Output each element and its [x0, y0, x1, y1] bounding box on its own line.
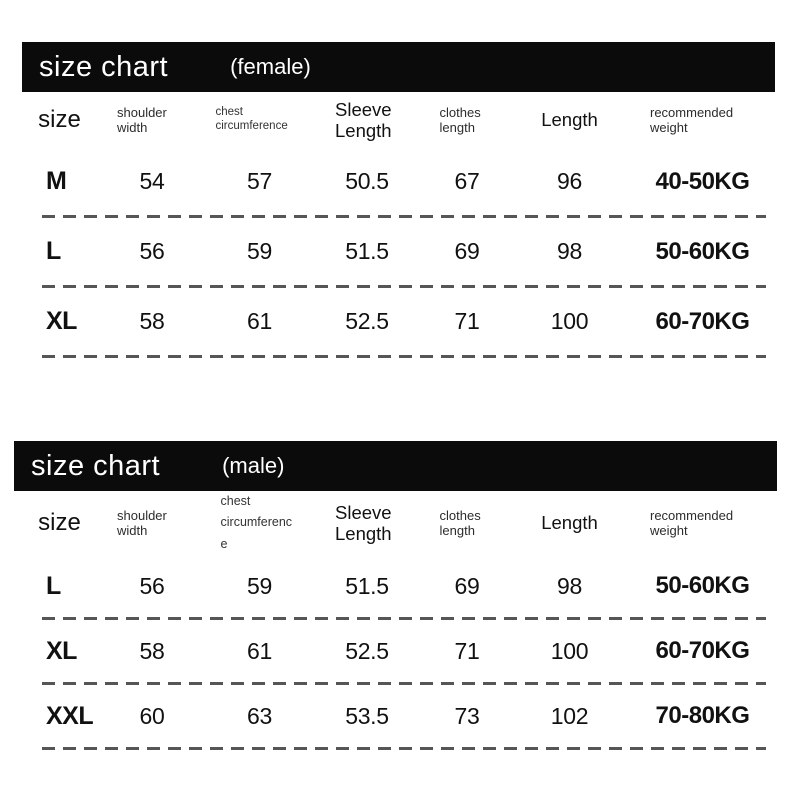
male-title-bar [14, 441, 777, 491]
sleeve-length-cell: 52.5 [345, 637, 389, 664]
length-cell: 98 [557, 238, 582, 264]
size-cell: XL [46, 636, 77, 665]
male-size-table [22, 491, 778, 750]
chest-circumference-cell: 57 [247, 168, 272, 194]
sleeve-length-cell: 50.5 [345, 168, 389, 194]
column-header-shoulder-width: shoulder width [117, 104, 167, 135]
recommended-weight-cell: 50-60KG [655, 237, 750, 265]
column-header-chest-circumference: chest circumference [220, 494, 293, 551]
clothes-length-cell: 71 [454, 637, 480, 664]
recommended-weight-cell: 50-60KG [655, 572, 750, 599]
column-header-clothes-length: clothes length [439, 507, 481, 538]
recommended-weight-cell: 40-50KG [655, 167, 750, 195]
sleeve-length-cell: 51.5 [345, 572, 389, 599]
size-cell: M [46, 167, 67, 195]
shoulder-width-cell: 56 [139, 572, 165, 599]
clothes-length-cell: 69 [454, 572, 480, 599]
column-header-sleeve-length: Sleeve Length [335, 501, 392, 544]
shoulder-width-cell: 54 [139, 168, 165, 194]
column-header-clothes-length: clothes length [439, 104, 481, 135]
length-cell: 98 [557, 572, 582, 599]
male-chart-subtitle: (male) [222, 453, 285, 478]
female-title-bar [22, 42, 775, 92]
female-size-table [22, 92, 778, 358]
column-header-shoulder-width: shoulder width [117, 507, 167, 538]
column-header-chest-circumference: chest circumference [215, 106, 288, 132]
sleeve-length-cell: 52.5 [345, 308, 389, 334]
clothes-length-cell: 73 [454, 702, 480, 729]
length-cell: 100 [550, 308, 589, 334]
female-size-chart-section [0, 0, 800, 358]
column-header-sleeve-length: Sleeve Length [335, 98, 392, 141]
row-separator [42, 747, 766, 750]
male-chart-title: size chart [31, 449, 161, 482]
shoulder-width-cell: 56 [139, 238, 165, 264]
chest-circumference-cell: 59 [247, 572, 272, 599]
chest-circumference-cell: 61 [247, 308, 272, 334]
shoulder-width-cell: 58 [139, 308, 165, 334]
length-cell: 100 [550, 637, 589, 664]
female-chart-subtitle: (female) [230, 54, 311, 79]
clothes-length-cell: 69 [454, 238, 480, 264]
sleeve-length-cell: 51.5 [345, 238, 389, 264]
column-header-recommended-weight: recommended weight [650, 507, 734, 538]
column-header-length: Length [541, 512, 598, 534]
column-header-length: Length [541, 109, 598, 131]
chest-circumference-cell: 61 [247, 637, 272, 664]
shoulder-width-cell: 58 [139, 637, 165, 664]
recommended-weight-cell: 60-70KG [655, 307, 750, 335]
length-cell: 96 [557, 168, 582, 194]
column-header-size: size [38, 106, 81, 133]
sleeve-length-cell: 53.5 [345, 702, 389, 729]
chest-circumference-cell: 59 [247, 238, 272, 264]
size-cell: XXL [46, 701, 94, 730]
size-cell: L [46, 571, 61, 600]
size-cell: XL [46, 307, 77, 335]
clothes-length-cell: 67 [454, 168, 480, 194]
size-cell: L [46, 237, 61, 265]
chest-circumference-cell: 63 [247, 702, 272, 729]
recommended-weight-cell: 70-80KG [655, 702, 750, 729]
shoulder-width-cell: 60 [139, 702, 165, 729]
column-header-recommended-weight: recommended weight [650, 104, 734, 135]
clothes-length-cell: 71 [454, 308, 480, 334]
recommended-weight-cell: 60-70KG [655, 637, 750, 664]
column-header-size: size [38, 509, 81, 536]
length-cell: 102 [550, 702, 589, 729]
male-size-chart-section [0, 358, 800, 750]
female-chart-title: size chart [39, 50, 169, 83]
row-separator [42, 355, 766, 358]
